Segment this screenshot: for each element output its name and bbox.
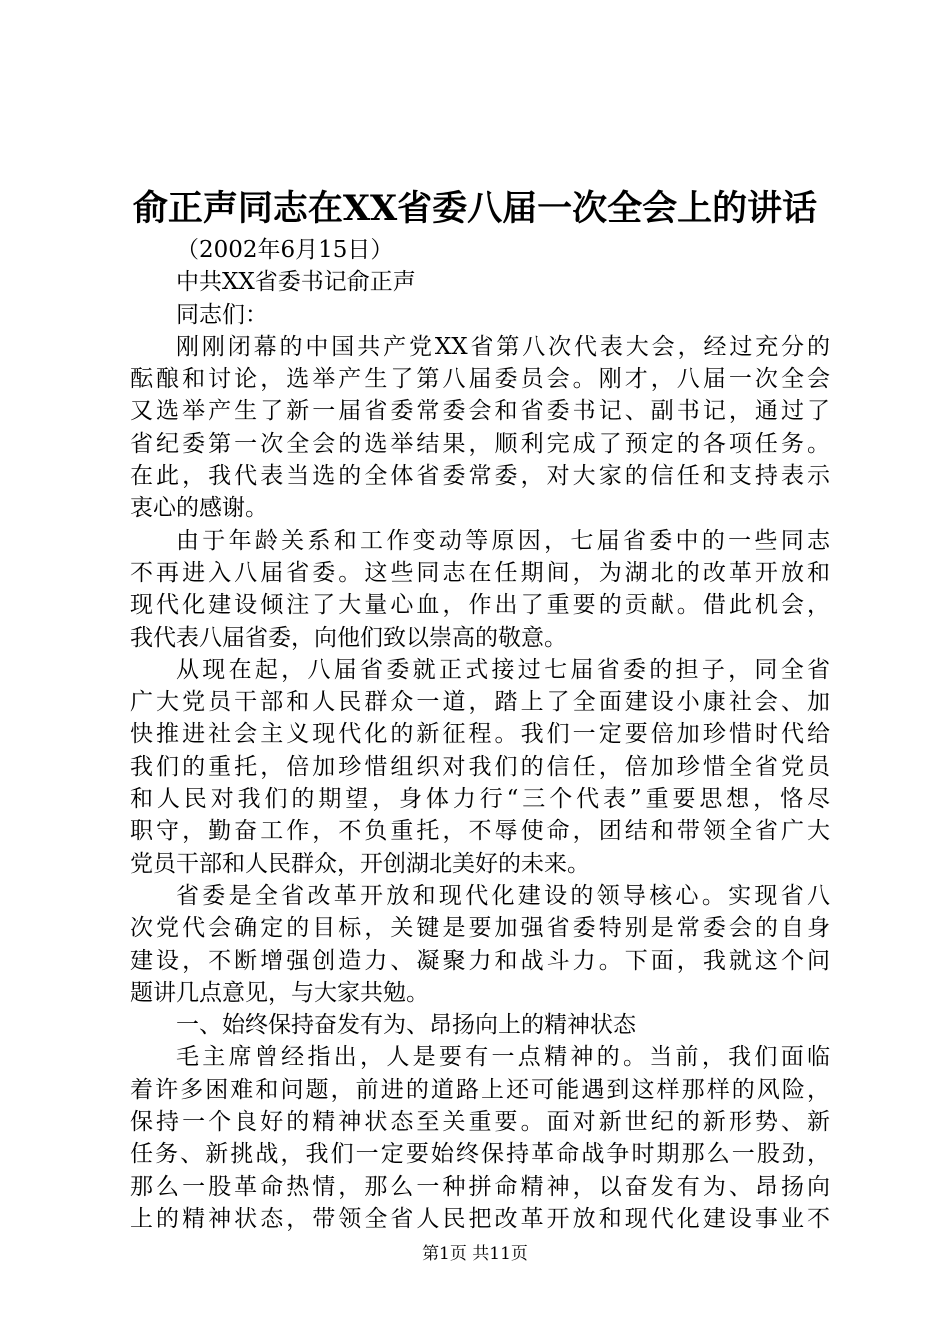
text-line: 衷心的感谢。 — [130, 495, 268, 522]
text-line: 由于年龄关系和工作变动等原因，七届省委中的一些同志 — [176, 527, 830, 554]
text-line: 从现在起，八届省委就正式接过七届省委的担子，同全省 — [176, 656, 830, 683]
author-line: 中共XX省委书记俞正声 — [176, 269, 416, 296]
text-line: 党员干部和人民群众，开创湖北美好的未来。 — [130, 850, 590, 877]
section-heading: 一、始终保持奋发有为、昂扬向上的精神状态 — [176, 1012, 636, 1039]
text-line: 广大党员干部和人民群众一道，踏上了全面建设小康社会、加 — [130, 689, 830, 716]
text-line: 题讲几点意见，与大家共勉。 — [130, 979, 429, 1006]
text-line: 建设，不断增强创造力、凝聚力和战斗力。下面，我就这个问 — [130, 947, 830, 974]
text-line: 刚刚闭幕的中国共产党XX省第八次代表大会，经过充分的 — [176, 333, 830, 360]
text-line: 现代化建设倾注了大量心血，作出了重要的贡献。借此机会， — [130, 592, 830, 619]
text-line: 酝酿和讨论，选举产生了第八届委员会。刚才，八届一次全会 — [130, 366, 830, 393]
page-number-footer: 第1页 共11页 — [422, 1244, 528, 1264]
text-line: 我代表八届省委，向他们致以崇高的敬意。 — [130, 624, 567, 651]
text-line: 着许多困难和问题，前进的道路上还可能遇到这样那样的风险， — [130, 1076, 830, 1103]
text-line: 保持一个良好的精神状态至关重要。面对新世纪的新形势、新 — [130, 1109, 830, 1136]
text-line: 职守，勤奋工作，不负重托，不辱使命，团结和带领全省广大 — [130, 818, 830, 845]
text-line: 不再进入八届省委。这些同志在任期间，为湖北的改革开放和 — [130, 559, 830, 586]
salutation-line: 同志们： — [176, 301, 268, 328]
date-line: （2002年6月15日） — [176, 237, 394, 263]
text-line: 毛主席曾经指出，人是要有一点精神的。当前，我们面临 — [176, 1044, 830, 1071]
text-line: 我们的重托，倍加珍惜组织对我们的信任，倍加珍惜全省党员 — [130, 753, 830, 780]
text-line: 任务、新挑战，我们一定要始终保持革命战争时期那么一股劲， — [130, 1141, 830, 1168]
text-line: 快推进社会主义现代化的新征程。我们一定要倍加珍惜时代给 — [130, 721, 830, 748]
text-line: 次党代会确定的目标，关键是要加强省委特别是常委会的自身 — [130, 915, 830, 942]
text-line: 在此，我代表当选的全体省委常委，对大家的信任和支持表示 — [130, 463, 830, 490]
text-line: 那么一股革命热情，那么一种拼命精神，以奋发有为、昂扬向 — [130, 1173, 830, 1200]
text-line: 省纪委第一次全会的选举结果，顺利完成了预定的各项任务。 — [130, 430, 830, 457]
text-line: 和人民对我们的期望，身体力行“三个代表”重要思想，恪尽 — [130, 786, 830, 813]
document-body — [130, 234, 830, 1235]
document-title: 俞正声同志在XX省委八届一次全会上的讲话 — [132, 188, 818, 229]
text-line: 上的精神状态，带领全省人民把改革开放和现代化建设事业不 — [130, 1205, 830, 1232]
text-line: 省委是全省改革开放和现代化建设的领导核心。实现省八 — [176, 882, 830, 909]
text-line: 又选举产生了新一届省委常委会和省委书记、副书记，通过了 — [130, 398, 830, 425]
